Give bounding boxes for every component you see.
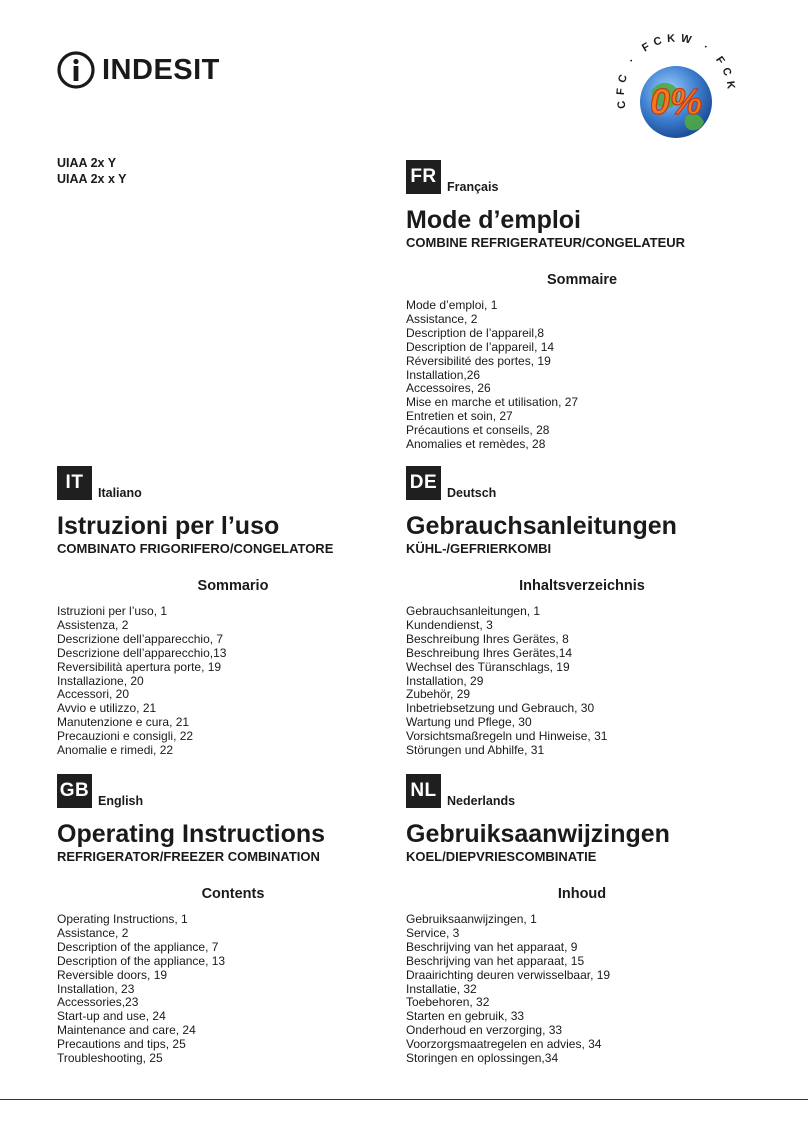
section-it	[57, 466, 409, 758]
language-header	[406, 466, 758, 500]
contents-item: Description de l’appareil,8	[406, 325, 545, 340]
badge-center-text: 0%	[649, 81, 703, 122]
brand-logo	[56, 48, 220, 92]
contents-item: Mode d’emploi, 1	[406, 298, 498, 312]
contents-item: Installatie, 32	[406, 981, 477, 996]
section-title: Gebrauchsanleitungen	[406, 512, 677, 540]
contents-item: Description of the appliance, 13	[57, 953, 226, 968]
language-code-badge: IT	[57, 466, 92, 500]
contents-item: Assistenza, 2	[57, 617, 129, 632]
contents-item: Draairichting deuren verwisselbaar, 19	[406, 967, 611, 982]
contents-item: Manutenzione e cura, 21	[57, 715, 190, 730]
contents-item: Installation, 23	[57, 981, 135, 996]
language-code-badge: NL	[406, 774, 441, 808]
section-nl	[406, 774, 758, 1066]
contents-item: Assistance, 2	[57, 925, 129, 940]
language-name: Français	[447, 180, 499, 194]
language-name: Deutsch	[447, 486, 497, 500]
table-of-contents	[406, 299, 758, 452]
contents-item: Descrizione dell’apparecchio,13	[57, 645, 227, 660]
contents-item: Avvio e utilizzo, 21	[57, 701, 157, 716]
contents-item: Reversibilità apertura porte, 19	[57, 659, 222, 674]
footer-divider	[0, 1099, 808, 1100]
contents-item: Beschrijving van het apparaat, 9	[406, 939, 578, 954]
section-title: Mode d’emploi	[406, 206, 581, 234]
language-header	[406, 160, 758, 194]
contents-heading: Inhoud	[557, 886, 607, 902]
contents-item: Wartung und Pflege, 30	[406, 715, 532, 730]
contents-item: Accessories,23	[57, 995, 139, 1010]
contents-item: Descrizione dell’apparecchio, 7	[57, 631, 224, 646]
language-header	[57, 774, 409, 808]
section-subtitle: REFRIGERATOR/FREEZER COMBINATION	[57, 849, 320, 864]
contents-heading: Inhaltsverzeichnis	[519, 578, 645, 594]
contents-item: Wechsel des Türanschlags, 19	[406, 659, 570, 674]
contents-item: Beschreibung Ihres Gerätes, 8	[406, 631, 569, 646]
indesit-i-circle-icon	[56, 50, 96, 90]
contents-item: Anomalie e rimedi, 22	[57, 743, 174, 758]
contents-item: Start-up and use, 24	[57, 1009, 166, 1024]
contents-item: Vorsichtsmaßregeln und Hinweise, 31	[406, 729, 608, 744]
table-of-contents	[406, 913, 758, 1066]
contents-item: Beschreibung Ihres Gerätes,14	[406, 645, 573, 660]
language-name: Italiano	[98, 486, 142, 500]
language-name: Nederlands	[447, 794, 516, 808]
contents-item: Voorzorgsmaatregelen en advies, 34	[406, 1037, 602, 1052]
section-title: Operating Instructions	[57, 820, 326, 848]
contents-heading: Contents	[201, 886, 265, 902]
section-subtitle: COMBINATO FRIGORIFERO/CONGELATORE	[57, 541, 334, 556]
badge-ring-text: CFC · FCKW · FCK	[614, 32, 738, 110]
contents-item: Storingen en oplossingen,34	[406, 1051, 559, 1066]
contents-item: Reversible doors, 19	[57, 967, 168, 982]
language-header	[57, 466, 409, 500]
contents-item: Anomalies et remèdes, 28	[406, 437, 546, 452]
contents-item: Beschrijving van het apparaat, 15	[406, 953, 585, 968]
model-name: UIAA 2x Y	[57, 156, 117, 170]
language-code-badge: FR	[406, 160, 441, 194]
contents-item: Kundendienst, 3	[406, 617, 493, 632]
contents-item: Mise en marche et utilisation, 27	[406, 395, 579, 410]
contents-heading: Sommario	[197, 578, 269, 594]
cfc-free-badge	[612, 30, 740, 158]
section-gb	[57, 774, 409, 1066]
contents-item: Troubleshooting, 25	[57, 1051, 163, 1066]
language-header	[406, 774, 758, 808]
language-code-badge: DE	[406, 466, 441, 500]
contents-item: Réversibilité des portes, 19	[406, 353, 551, 368]
model-name: UIAA 2x x Y	[57, 172, 127, 186]
brand-name: INDESIT	[102, 53, 220, 86]
contents-item: Installazione, 20	[57, 673, 144, 688]
contents-item: Service, 3	[406, 925, 460, 940]
language-name: English	[98, 794, 144, 808]
contents-item: Installation,26	[406, 367, 481, 382]
section-title: Istruzioni per l’uso	[57, 512, 280, 540]
contents-item: Description of the appliance, 7	[57, 939, 219, 954]
table-of-contents	[406, 605, 758, 758]
contents-item: Istruzioni per l’uso, 1	[57, 604, 168, 618]
language-code-badge: GB	[57, 774, 92, 808]
section-subtitle: KOEL/DIEPVRIESCOMBINATIE	[406, 849, 597, 864]
table-of-contents	[57, 913, 409, 1066]
contents-item: Précautions et conseils, 28	[406, 423, 550, 438]
contents-item: Accessori, 20	[57, 687, 130, 702]
contents-heading: Sommaire	[546, 272, 618, 288]
contents-item: Störungen und Abhilfe, 31	[406, 743, 545, 758]
table-of-contents	[57, 605, 409, 758]
contents-item: Accessoires, 26	[406, 381, 491, 396]
contents-item: Gebruiksaanwijzingen, 1	[406, 912, 537, 926]
contents-item: Entretien et soin, 27	[406, 409, 513, 424]
contents-item: Gebrauchsanleitungen, 1	[406, 604, 541, 618]
contents-item: Operating Instructions, 1	[57, 912, 188, 926]
contents-item: Description de l’appareil, 14	[406, 339, 555, 354]
model-list	[57, 155, 126, 187]
contents-item: Toebehoren, 32	[406, 995, 490, 1010]
section-subtitle: KÜHL-/GEFRIERKOMBI	[406, 541, 552, 556]
contents-item: Onderhoud en verzorging, 33	[406, 1023, 563, 1038]
contents-item: Maintenance and care, 24	[57, 1023, 196, 1038]
contents-item: Assistance, 2	[406, 311, 478, 326]
contents-item: Zubehör, 29	[406, 687, 471, 702]
section-title: Gebruiksaanwijzingen	[406, 820, 670, 848]
contents-item: Inbetriebsetzung und Gebrauch, 30	[406, 701, 595, 716]
contents-item: Installation, 29	[406, 673, 484, 688]
section-subtitle: COMBINE REFRIGERATEUR/CONGELATEUR	[406, 235, 686, 250]
contents-item: Precauzioni e consigli, 22	[57, 729, 194, 744]
contents-item: Precautions and tips, 25	[57, 1037, 186, 1052]
contents-item: Starten en gebruik, 33	[406, 1009, 525, 1024]
section-fr	[406, 160, 758, 452]
section-de	[406, 466, 758, 758]
